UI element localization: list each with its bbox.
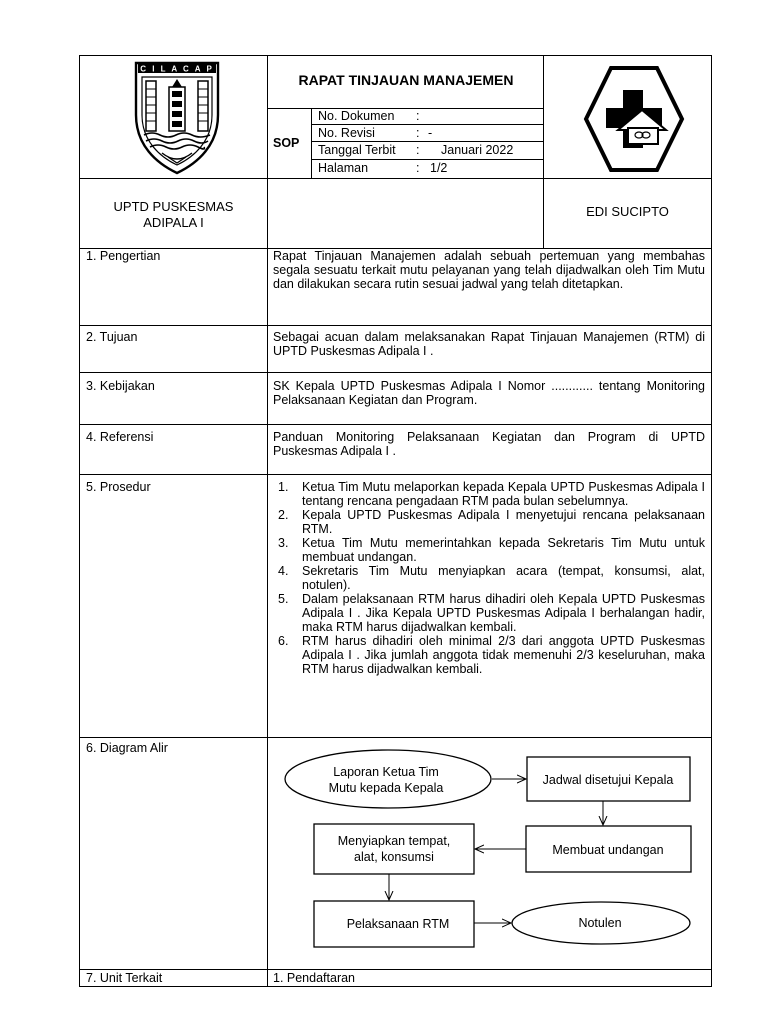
step-text: Ketua Tim Mutu memerintahkan kepada Sekretaris Tim Mutu untuk membuat undangan. bbox=[302, 536, 705, 564]
meta-label-no-dokumen: No. Dokumen bbox=[318, 109, 395, 123]
flow-label-laporan-line1: Laporan Ketua Tim bbox=[333, 765, 439, 779]
meta-row-line-2 bbox=[311, 141, 543, 142]
meta-row-line-3 bbox=[311, 159, 543, 160]
flow-diagram bbox=[270, 740, 710, 968]
body-column-divider bbox=[267, 248, 268, 986]
step-text: Ketua Tim Mutu melaporkan kepada Kepala UPTD Puskesmas Adipala I tentang rencana pengadaan RTM pada bulan sebelumnya. bbox=[302, 480, 705, 508]
puskesmas-logo bbox=[580, 64, 688, 174]
step-text: Dalam pelaksanaan RTM harus dihadiri oleh Kepala UPTD Puskesmas Adipala I . Jika Kepala UPTD Puskesmas Adipala I berhalangan hadir, maka RTM harus dijadwalkan kembali. bbox=[302, 592, 705, 634]
step-number: 3. bbox=[278, 536, 289, 550]
row-line-4 bbox=[79, 474, 712, 475]
section-label-unit-terkait: 7. Unit Terkait bbox=[86, 971, 163, 985]
header-bottom-line bbox=[79, 178, 712, 179]
signatory-name: EDI SUCIPTO bbox=[586, 204, 669, 219]
row-line-5 bbox=[79, 737, 712, 738]
section-label-tujuan: 2. Tujuan bbox=[86, 330, 138, 344]
table-border-bottom bbox=[79, 986, 712, 987]
step-text: Kepala UPTD Puskesmas Adipala I menyetujui rencana pelaksanaan RTM. bbox=[302, 508, 705, 536]
meta-label-no-revisi: No. Revisi bbox=[318, 126, 375, 140]
row-line-2 bbox=[79, 372, 712, 373]
title-underline bbox=[267, 108, 543, 109]
step-number: 4. bbox=[278, 564, 289, 578]
prosedur-step bbox=[272, 634, 705, 676]
section-label-kebijakan: 3. Kebijakan bbox=[86, 379, 155, 393]
section-text-tujuan: Sebagai acuan dalam melaksanakan Rapat Tinjauan Manajemen (RTM) di UPTD Puskesmas Adipala I . bbox=[273, 330, 705, 358]
table-border-left bbox=[79, 55, 80, 987]
meta-row-line-1 bbox=[311, 124, 543, 125]
prosedur-step bbox=[272, 480, 705, 508]
section-text-referensi: Panduan Monitoring Pelaksanaan Kegiatan dan Program di UPTD Puskesmas Adipala I . bbox=[273, 430, 705, 458]
step-number: 5. bbox=[278, 592, 289, 606]
flow-node-laporan bbox=[285, 750, 491, 808]
crest-banner-text: C I L A C A P bbox=[140, 64, 214, 74]
row-line-6 bbox=[79, 969, 712, 970]
prosedur-steps-list bbox=[272, 480, 705, 676]
section-label-referensi: 4. Referensi bbox=[86, 430, 154, 444]
flow-label-pelaksanaan: Pelaksanaan RTM bbox=[346, 917, 450, 931]
step-number: 2. bbox=[278, 508, 289, 522]
flow-node-siapkan bbox=[314, 824, 474, 874]
section-label-pengertian: 1. Pengertian bbox=[86, 249, 161, 263]
prosedur-step bbox=[272, 564, 705, 592]
meta-colon-no-dokumen: : bbox=[416, 109, 420, 123]
table-border-top bbox=[79, 55, 712, 56]
flow-label-jadwal: Jadwal disetujui Kepala bbox=[542, 773, 674, 787]
step-text: RTM harus dihadiri oleh minimal 2/3 dari anggota UPTD Puskesmas Adipala I . Jika jumlah anggota tidak memenuhi 2/3 keseluruhan, maka RTM harus dijadwalkan kembali. bbox=[302, 634, 705, 676]
section-label-prosedur: 5. Prosedur bbox=[86, 480, 151, 494]
flow-label-siapkan-line1: Menyiapkan tempat, bbox=[337, 834, 451, 848]
section-text-unit-terkait: 1. Pendaftaran bbox=[273, 971, 356, 985]
unit-name: UPTD PUSKESMAS ADIPALA I bbox=[113, 199, 234, 230]
meta-value-no-revisi: - bbox=[428, 126, 433, 140]
step-number: 1. bbox=[278, 480, 289, 494]
meta-value-tanggal-terbit: Januari 2022 bbox=[441, 143, 514, 157]
meta-label-halaman: Halaman bbox=[318, 161, 369, 175]
section-label-diagram: 6. Diagram Alir bbox=[86, 741, 168, 755]
meta-divider bbox=[311, 108, 312, 178]
meta-colon-no-revisi: : bbox=[416, 126, 420, 140]
step-text: Sekretaris Tim Mutu menyiapkan acara (tempat, konsumsi, alat, notulen). bbox=[302, 564, 705, 592]
cilacap-crest-logo bbox=[128, 59, 226, 177]
section-text-kebijakan: SK Kepala UPTD Puskesmas Adipala I Nomor ............ tentang Monitoring Pelaksanaan Kegiatan dan Program. bbox=[273, 379, 705, 407]
row-line-1 bbox=[79, 325, 712, 326]
sop-label: SOP bbox=[273, 136, 300, 150]
prosedur-step bbox=[272, 508, 705, 536]
meta-colon-halaman: : bbox=[416, 161, 420, 175]
document-title: RAPAT TINJAUAN MANAJEMEN bbox=[298, 72, 514, 88]
row-line-3 bbox=[79, 424, 712, 425]
section-text-pengertian: Rapat Tinjauan Manajemen adalah sebuah pertemuan yang membahas segala sesuatu terkait mutu pelayanan yang telah dijadwalkan oleh Tim Mutu dan dilakukan secara rutin sesuai jadwal yang telah ditetapkan. bbox=[273, 249, 705, 291]
flow-label-undangan: Membuat undangan bbox=[552, 843, 664, 857]
table-border-right bbox=[711, 55, 712, 987]
meta-value-halaman: 1/2 bbox=[430, 161, 448, 175]
meta-colon-tanggal-terbit: : bbox=[416, 143, 420, 157]
step-number: 6. bbox=[278, 634, 289, 648]
flow-label-siapkan-line2: alat, konsumsi bbox=[354, 850, 434, 864]
prosedur-step bbox=[272, 536, 705, 564]
prosedur-step bbox=[272, 592, 705, 634]
meta-label-tanggal-terbit: Tanggal Terbit bbox=[318, 143, 396, 157]
flow-label-notulen: Notulen bbox=[578, 916, 622, 930]
flow-label-laporan-line2: Mutu kepada Kepala bbox=[328, 781, 444, 795]
